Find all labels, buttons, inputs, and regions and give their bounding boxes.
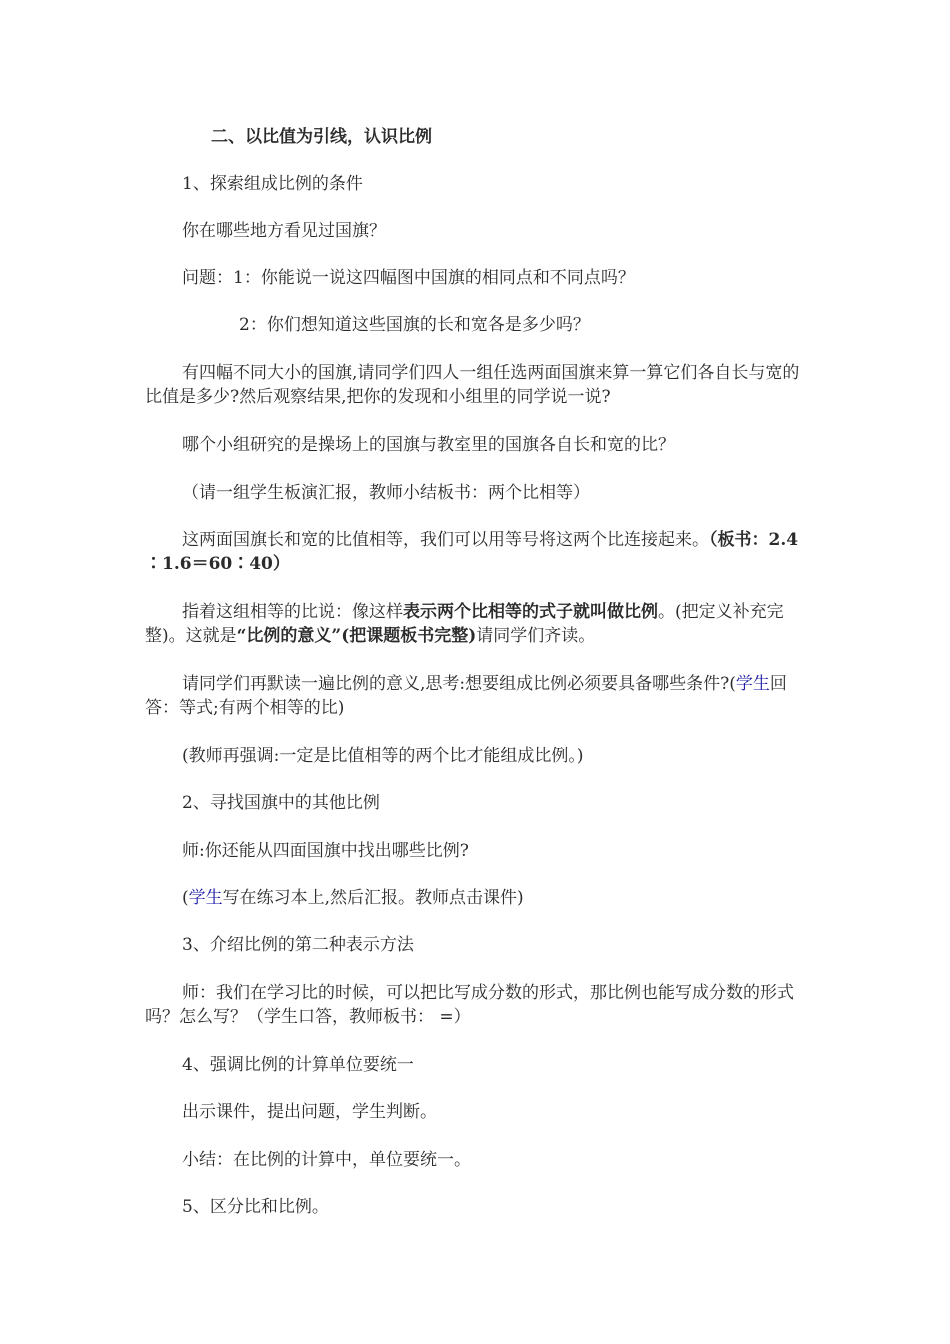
paragraph-show: 出示课件，提出问题，学生判断。: [182, 1102, 437, 1122]
paragraph-fraction: 师：我们在学习比的时候，可以把比写成分数的形式，那比例也能写成分数的形式吗？怎么写？（学生口答，教师板书： =）: [145, 983, 794, 1027]
section-heading: 二、以比值为引线，认识比例: [211, 127, 432, 147]
equal-ratio-text: 这两面国旗长和宽的比值相等，我们可以用等号将这两个比连接起来。: [182, 530, 709, 550]
paragraph-summary: 小结：在比例的计算中，单位要统一。: [182, 1150, 471, 1170]
question-1: 问题：1：你能说一说这四幅图中国旗的相同点和不同点吗？: [182, 268, 635, 288]
subsection-3-title: 3、介绍比例的第二种表示方法: [182, 935, 414, 955]
paragraph-report: （请一组学生板演汇报，教师小结板书：两个比相等）: [182, 483, 590, 503]
question-group: 哪个小组研究的是操场上的国旗与教室里的国旗各自长和宽的比？: [182, 435, 675, 455]
paragraph-four-flags: 有四幅不同大小的国旗,请同学们四人一组任选两面国旗来算一算它们各自长与宽的比值是多少?然后观察结果,把你的发现和小组里的同学说一说?: [145, 363, 800, 407]
question-2: 2：你们想知道这些国旗的长和宽各是多少吗？: [239, 315, 590, 335]
reread-text: 请同学们再默读一遍比例的意义,思考:想要组成比例必须要具备哪些条件?(: [182, 674, 736, 694]
student-link[interactable]: 学生: [735, 674, 770, 694]
student-link[interactable]: 学生: [188, 888, 223, 908]
paragraph-equal-ratio: [145, 528, 810, 576]
paragraph-reread: [145, 672, 810, 720]
question-where-flag: 你在哪些地方看见过国旗？: [182, 221, 386, 241]
paragraph-write: [145, 886, 810, 910]
paragraph-stress: (教师再强调:一定是比值相等的两个比才能组成比例。): [182, 746, 584, 766]
write-text: 写在练习本上,然后汇报。教师点击课件): [222, 888, 524, 908]
paragraph-find: 师:你还能从四面国旗中找出哪些比例?: [182, 841, 469, 861]
definition-mid: 。(把定义补充完整)。这就是: [145, 602, 784, 646]
reread-answer: 回答：等式;有两个相等的比): [145, 674, 787, 718]
paragraph-definition: [145, 600, 810, 648]
subsection-4-title: 4、强调比例的计算单位要统一: [182, 1055, 414, 1075]
definition-meaning-bold: “比例的意义”(把课题板书完整): [236, 626, 477, 646]
board-note-equation: （板书：2.4∶1.6＝60∶40）: [145, 530, 799, 574]
definition-tail: 请同学们齐读。: [476, 626, 596, 646]
subsection-2-title: 2、寻找国旗中的其他比例: [182, 793, 380, 813]
subsection-5-title: 5、区分比和比例。: [182, 1197, 329, 1217]
definition-bold: 表示两个比相等的式子就叫做比例: [403, 602, 658, 622]
subsection-1-title: 1、探索组成比例的条件: [182, 174, 363, 194]
definition-lead: 指着这组相等的比说：像这样: [182, 602, 403, 622]
write-open-paren: (: [182, 888, 189, 908]
